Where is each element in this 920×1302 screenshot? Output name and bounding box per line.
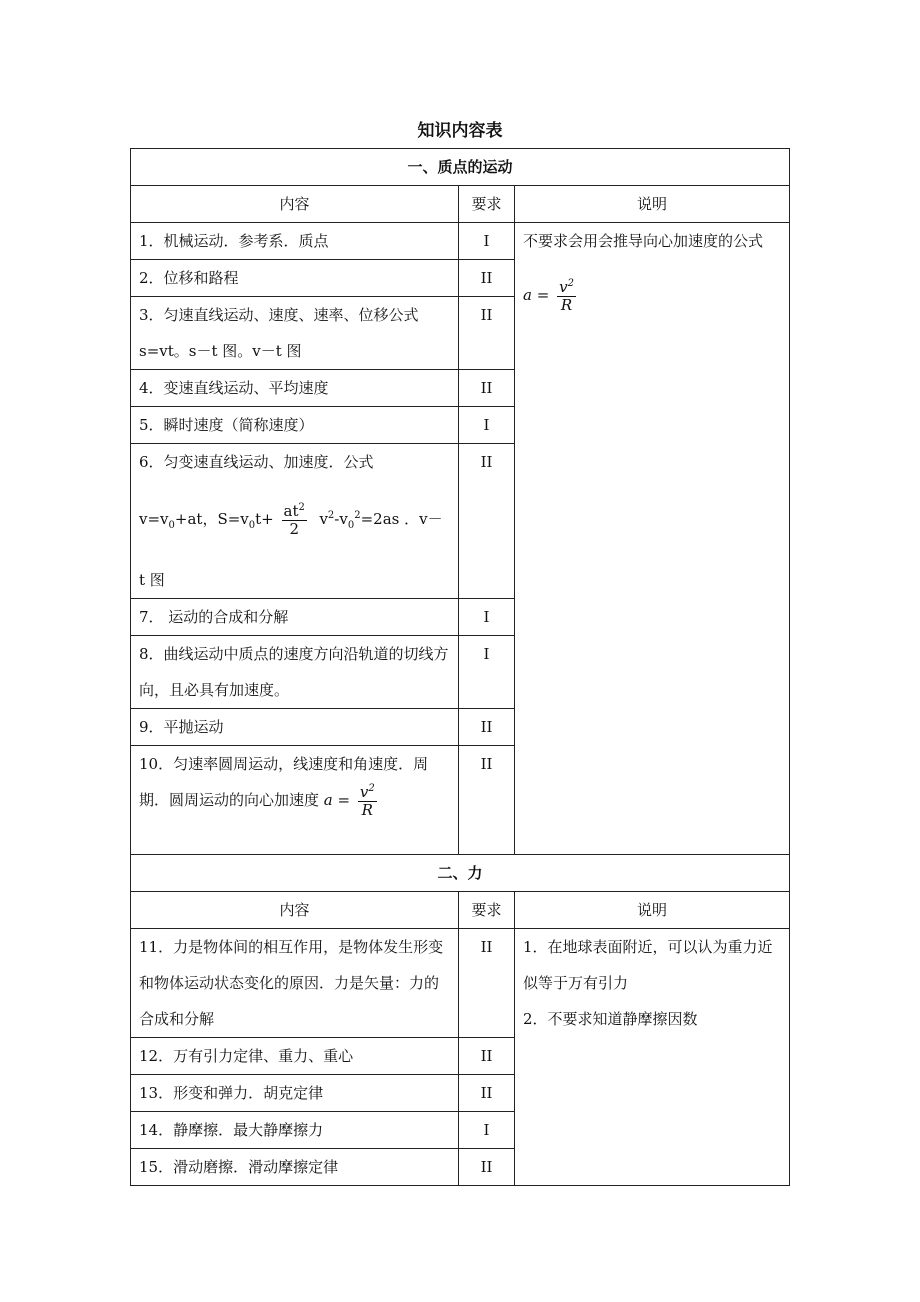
row-level: II [459, 929, 515, 1038]
row-text-pre: 10．匀速率圆周运动，线速度和角速度．周期．圆周运动的向心加速度 [139, 755, 429, 809]
knowledge-table [130, 148, 790, 1186]
row-content: 14．静摩擦．最大静摩擦力 [131, 1112, 459, 1149]
row-content: 7． 运动的合成和分解 [131, 599, 459, 636]
row-level: I [459, 223, 515, 260]
formula-fraction: $\frac{v^2}{R}$ [359, 782, 375, 819]
row-level: I [459, 636, 515, 709]
col-header-level: 要求 [459, 186, 515, 223]
row-content: 15．滑动磨擦．滑动摩擦定律 [131, 1149, 459, 1186]
row-content: 5．瞬时速度（简称速度） [131, 407, 459, 444]
row-content: 9．平抛运动 [131, 709, 459, 746]
row-level: II [459, 260, 515, 297]
kinematics-formula: $v=v_0+at$，$S=v_0t+$ $\frac{at^2}{2}$ $v^2-v_0^2=2as$ ．v－ [139, 501, 443, 538]
row-content [131, 746, 459, 855]
row-level: II [459, 370, 515, 407]
section-header-row [131, 855, 790, 892]
section-title: 二、力 [131, 855, 790, 892]
document-title: 知识内容表 [417, 121, 503, 141]
note-frac-sup: 2 [567, 277, 574, 289]
row-content: 11．力是物体间的相互作用，是物体发生形变和物体运动状态变化的原因．力是矢量：力的合成和分解 [131, 929, 459, 1038]
row-text-post: t 图 [139, 571, 165, 589]
column-header-row [131, 186, 790, 223]
formula-eq: = [337, 791, 351, 809]
section-title: 一、质点的运动 [131, 149, 790, 186]
col-header-note: 说明 [515, 186, 790, 223]
row-level: I [459, 599, 515, 636]
row-content: 1．机械运动．参考系．质点 [131, 223, 459, 260]
row-content: 8．曲线运动中质点的速度方向沿轨道的切线方向，且必具有加速度。 [131, 636, 459, 709]
row-level: II [459, 444, 515, 599]
section-note [515, 929, 790, 1186]
note-formula-a: a [523, 286, 532, 304]
formula-fraction: $\frac{at^2}{2}$ [283, 501, 305, 538]
note-frac-num: v [559, 277, 568, 296]
row-level: II [459, 709, 515, 746]
col-header-content: 内容 [131, 892, 459, 929]
row-content: 2．位移和路程 [131, 260, 459, 297]
row-content: 13．形变和弹力．胡克定律 [131, 1075, 459, 1112]
note-item: 2．不要求知道静摩擦因数 [523, 1010, 698, 1028]
formula-a: a [323, 791, 333, 809]
table-row [131, 929, 790, 1038]
row-level: I [459, 1112, 515, 1149]
row-level: II [459, 746, 515, 855]
row-level: II [459, 1038, 515, 1075]
col-header-content: 内容 [131, 186, 459, 223]
row-content: 3．匀速直线运动、速度、速率、位移公式s=vt。s－t 图。v－t 图 [131, 297, 459, 370]
row-content: 4．变速直线运动、平均速度 [131, 370, 459, 407]
row-level: I [459, 407, 515, 444]
note-item: 1．在地球表面附近，可以认为重力近似等于万有引力 [523, 938, 773, 992]
note-frac-den: R [560, 296, 573, 314]
row-level: II [459, 297, 515, 370]
note-formula-fraction [557, 278, 576, 315]
row-text-pre: 6．匀变速直线运动、加速度．公式 [139, 453, 374, 471]
col-header-note: 说明 [515, 892, 790, 929]
row-level: II [459, 1075, 515, 1112]
note-text: 不要求会用会推导向心加速度的公式 [523, 232, 764, 250]
row-level: II [459, 1149, 515, 1186]
table-row [131, 223, 790, 260]
note-formula-eq: = [536, 286, 550, 304]
row-content: 12．万有引力定律、重力、重心 [131, 1038, 459, 1075]
column-header-row [131, 892, 790, 929]
section-note [515, 223, 790, 855]
col-header-level: 要求 [459, 892, 515, 929]
section-header-row [131, 149, 790, 186]
row-content [131, 444, 459, 599]
